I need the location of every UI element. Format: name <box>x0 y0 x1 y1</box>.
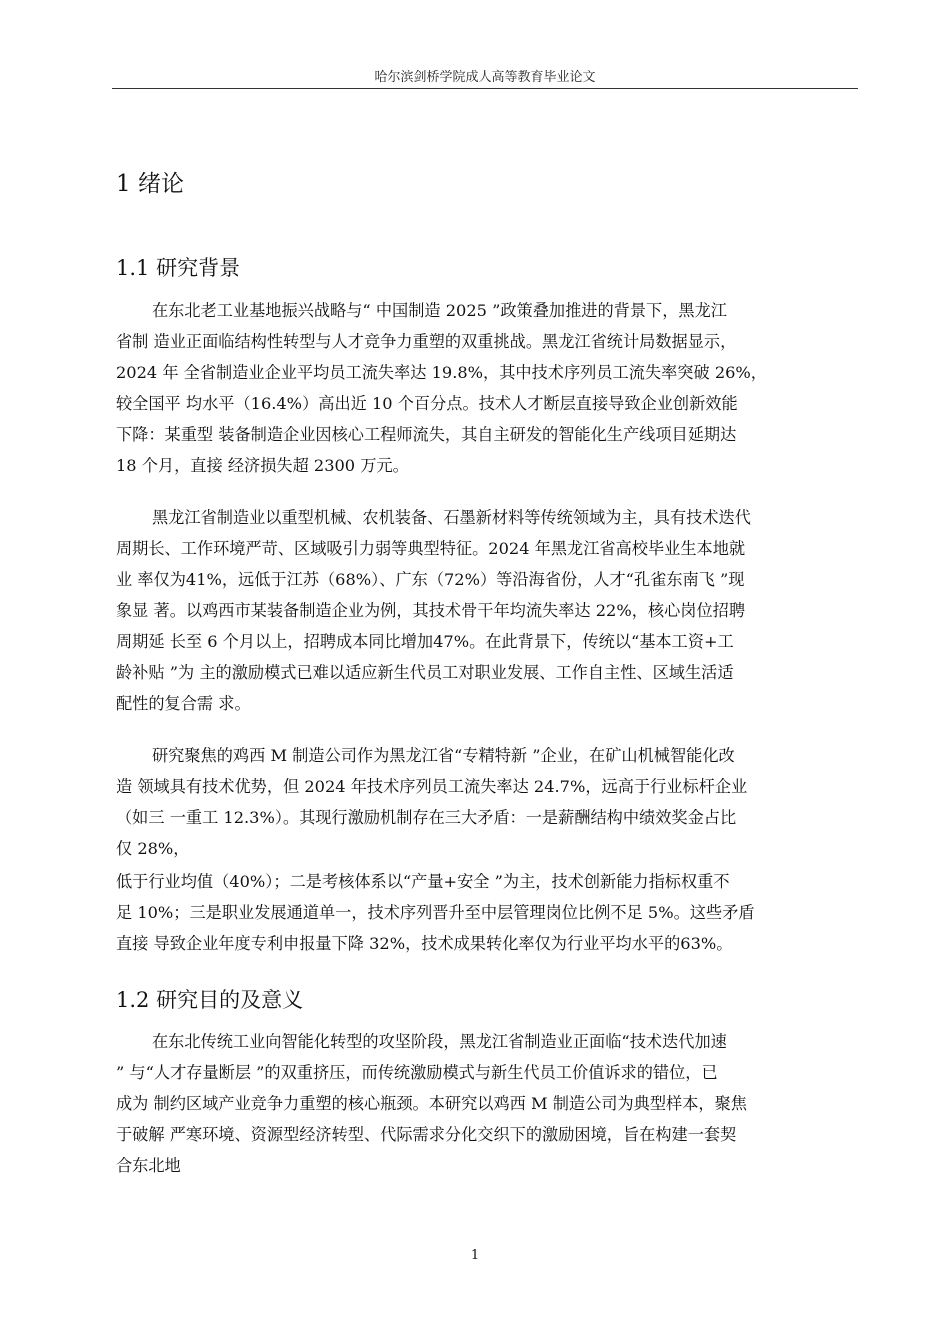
text-line: 业 率仅为41%，远低于江苏（68%）、广东（72%）等沿海省份，人才“孔雀东南飞 ”现 <box>116 570 745 589</box>
text-line: 省制 造业正面临结构性转型与人才竞争力重塑的双重挑战。黑龙江省统计局数据显示， <box>116 332 737 351</box>
text-line: 2024 年 全省制造业企业平均员工流失率达 19.8%，其中技术序列员工流失率突破 26%， <box>116 363 767 382</box>
paragraph <box>116 502 868 719</box>
text-line: 于破解 严寒环境、资源型经济转型、代际需求分化交织下的激励困境，旨在构建一套契 <box>116 1125 737 1144</box>
page-header-title: 哈尔滨剑桥学院成人高等教育毕业论文 <box>374 70 596 85</box>
paragraph <box>116 740 868 864</box>
text-line: 下降：某重型 装备制造企业因核心工程师流失，其自主研发的智能化生产线项目延期达 <box>116 425 737 444</box>
text-line: 周期长、工作环境严苛、区域吸引力弱等典型特征。2024 年黑龙江省高校毕业生本地就 <box>116 539 746 558</box>
text-line: 配性的复合需 求。 <box>116 694 251 713</box>
text-line: 象显 著。以鸡西市某装备制造企业为例，其技术骨干年均流失率达 22%，核心岗位招聘 <box>116 601 746 620</box>
text-line: 龄补贴 ”为 主的激励模式已难以适应新生代员工对职业发展、工作自主性、区域生活适 <box>116 663 734 682</box>
text-line: 足 10%；三是职业发展通道单一，技术序列晋升至中层管理岗位比例不足 5%。这些矛盾 <box>116 903 755 922</box>
chapter-heading: 1 绪论 <box>116 171 184 197</box>
text-line: 周期延 长至 6 个月以上，招聘成本同比增加47%。在此背景下，传统以“基本工资+工 <box>116 632 734 651</box>
paragraph <box>116 295 868 481</box>
text-line: 黑龙江省制造业以重型机械、农机装备、石墨新材料等传统领域为主，具有技术迭代 <box>152 508 751 527</box>
text-line: （如三 一重工 12.3%）。其现行激励机制存在三大矛盾：一是薪酬结构中绩效奖金占比 <box>116 808 737 827</box>
text-line: 在东北传统工业向智能化转型的攻坚阶段，黑龙江省制造业正面临“技术迭代加速 <box>152 1032 727 1051</box>
text-line: 较全国平 均水平（16.4%）高出近 10 个百分点。技术人才断层直接导致企业创新效能 <box>116 394 738 413</box>
text-line: 研究聚焦的鸡西 M 制造公司作为黑龙江省“专精特新 ”企业，在矿山机械智能化改 <box>152 746 735 765</box>
text-line: 造 领域具有技术优势，但 2024 年技术序列员工流失率达 24.7%，远高于行业标杆企业 <box>116 777 748 796</box>
text-line: 低于行业均值（40%）；二是考核体系以“产量+安全 ”为主，技术创新能力指标权重不 <box>116 872 730 891</box>
text-line: 在东北老工业基地振兴战略与“ 中国制造 2025 ”政策叠加推进的背景下，黑龙江 <box>152 301 727 320</box>
page-number: 1 <box>470 1248 480 1263</box>
text-line: 仅 28%， <box>116 839 190 858</box>
text-line: 合东北地 <box>116 1156 181 1175</box>
text-line: ” 与“人才存量断层 ”的双重挤压，而传统激励模式与新生代员工价值诉求的错位，已 <box>116 1063 718 1082</box>
section-heading-purpose: 1.2 研究目的及意义 <box>116 988 304 1012</box>
paragraph <box>116 866 868 959</box>
text-line: 成为 制约区域产业竞争力重塑的核心瓶颈。本研究以鸡西 M 制造公司为典型样本，聚焦 <box>116 1094 747 1113</box>
text-line: 18 个月，直接 经济损失超 2300 万元。 <box>116 456 409 475</box>
header-divider <box>112 88 858 89</box>
paragraph <box>116 1026 868 1181</box>
text-line: 直接 导致企业年度专利申报量下降 32%，技术成果转化率仅为行业平均水平的63%。 <box>116 934 733 953</box>
section-heading-background: 1.1 研究背景 <box>116 256 241 280</box>
